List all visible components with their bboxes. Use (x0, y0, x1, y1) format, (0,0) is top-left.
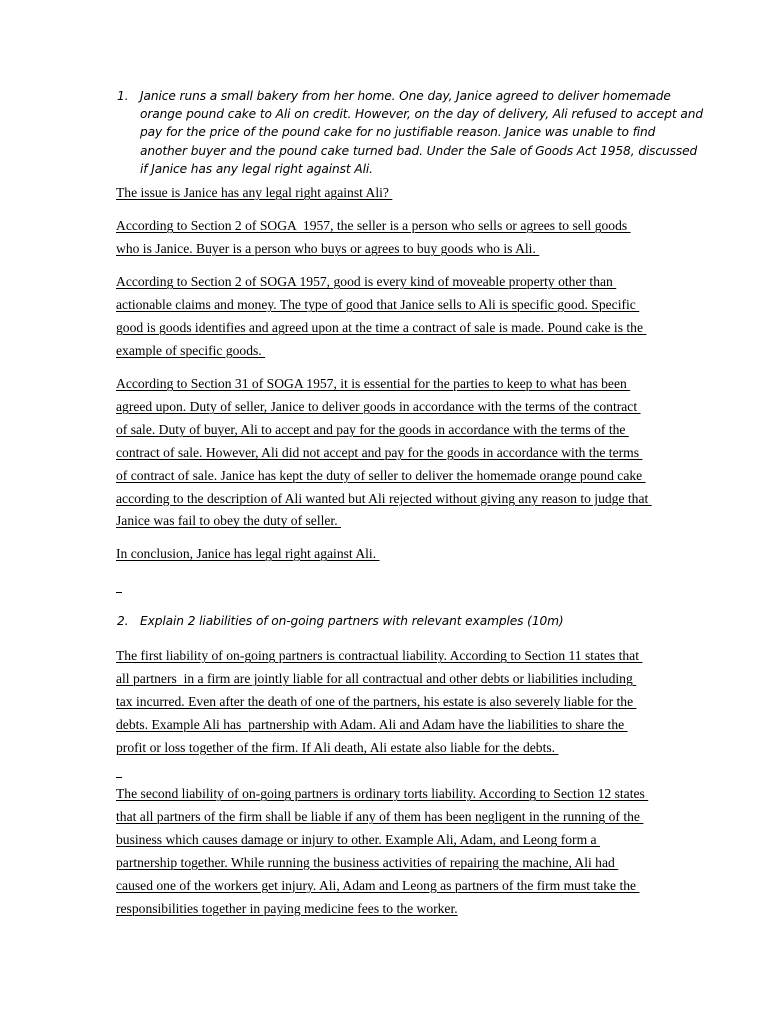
answer-1-issue: The issue is Janice has any legal right against Ali? (116, 185, 393, 200)
question-1-number: 1. (117, 89, 129, 103)
question-2-number: 2. (117, 614, 129, 628)
answer-1-paragraph-3: According to Section 31 of SOGA 1957, it is essential for the parties to keep to what has been agreed upon. Duty of seller, Janice to deliver goods in accordance with the terms of the contract of sale. Duty of buyer, Ali to accept and pay for the goods in accordance with the terms of the contract of sale. However, Ali did not accept and pay for the goods in accordance with the terms of contract of sale. Janice has kept the duty of seller to deliver the homemade orange pound cake according to the description of Ali wanted but Ali rejected without giving any reason to judge that Janice was fail to obey the duty of seller. (116, 376, 649, 529)
question-1-text: Janice runs a small bakery from her home. One day, Janice agreed to deliver homemade orange pound cake to Ali on credit. However, on the day of delivery, Ali refused to accept and pay for the price of the pound cake for no justifiable reason. Janice was unable to find another buyer and the pound cake turned bad. Under the Sale of Goods Act 1958, discussed if Janice has any legal right against Ali. (140, 89, 704, 176)
empty-line-marker (116, 777, 122, 778)
answer-1-paragraph-2: According to Section 2 of SOGA 1957, good is every kind of moveable property other than actionable claims and money. The type of good that Janice sells to Ali is specific good. Specific good is goods identifies and agreed upon at the time a contract of sale is made. Pound cake is the example of specific goods. (116, 274, 643, 358)
question-2-text: Explain 2 liabilities of on-going partners with relevant examples (10m) (140, 614, 564, 628)
answer-1-conclusion: In conclusion, Janice has legal right against Ali. (116, 546, 380, 561)
answer-2-paragraph-2: The second liability of on-going partners is ordinary torts liability. According to Section 12 states that all partners of the firm shall be liable if any of them has been negligent in the running of the business which causes damage or injury to other. Example Ali, Adam, and Leong form a partnership together. While running the business activities of repairing the machine, Ali had caused one of the workers get injury. Ali, Adam and Leong as partners of the firm must take the responsibilities together in paying medicine fees to the worker. (116, 786, 645, 916)
answer-2-paragraph-1: The first liability of on-going partners is contractual liability. According to Section 11 states that all partners in a firm are jointly liable for all contractual and other debts or liabilities including tax incurred. Even after the death of one of the partners, his estate is also severely liable for the debts. Example Ali has partnership with Adam. Ali and Adam have the liabilities to share the profit or loss together of the firm. If Ali death, Ali estate also liable for the debts. (116, 648, 639, 755)
empty-line-marker (116, 592, 122, 593)
answer-1-paragraph-1: According to Section 2 of SOGA 1957, the seller is a person who sells or agrees to sell goods who is Janice. Buyer is a person who buys or agrees to buy goods who is Ali. (116, 218, 628, 256)
